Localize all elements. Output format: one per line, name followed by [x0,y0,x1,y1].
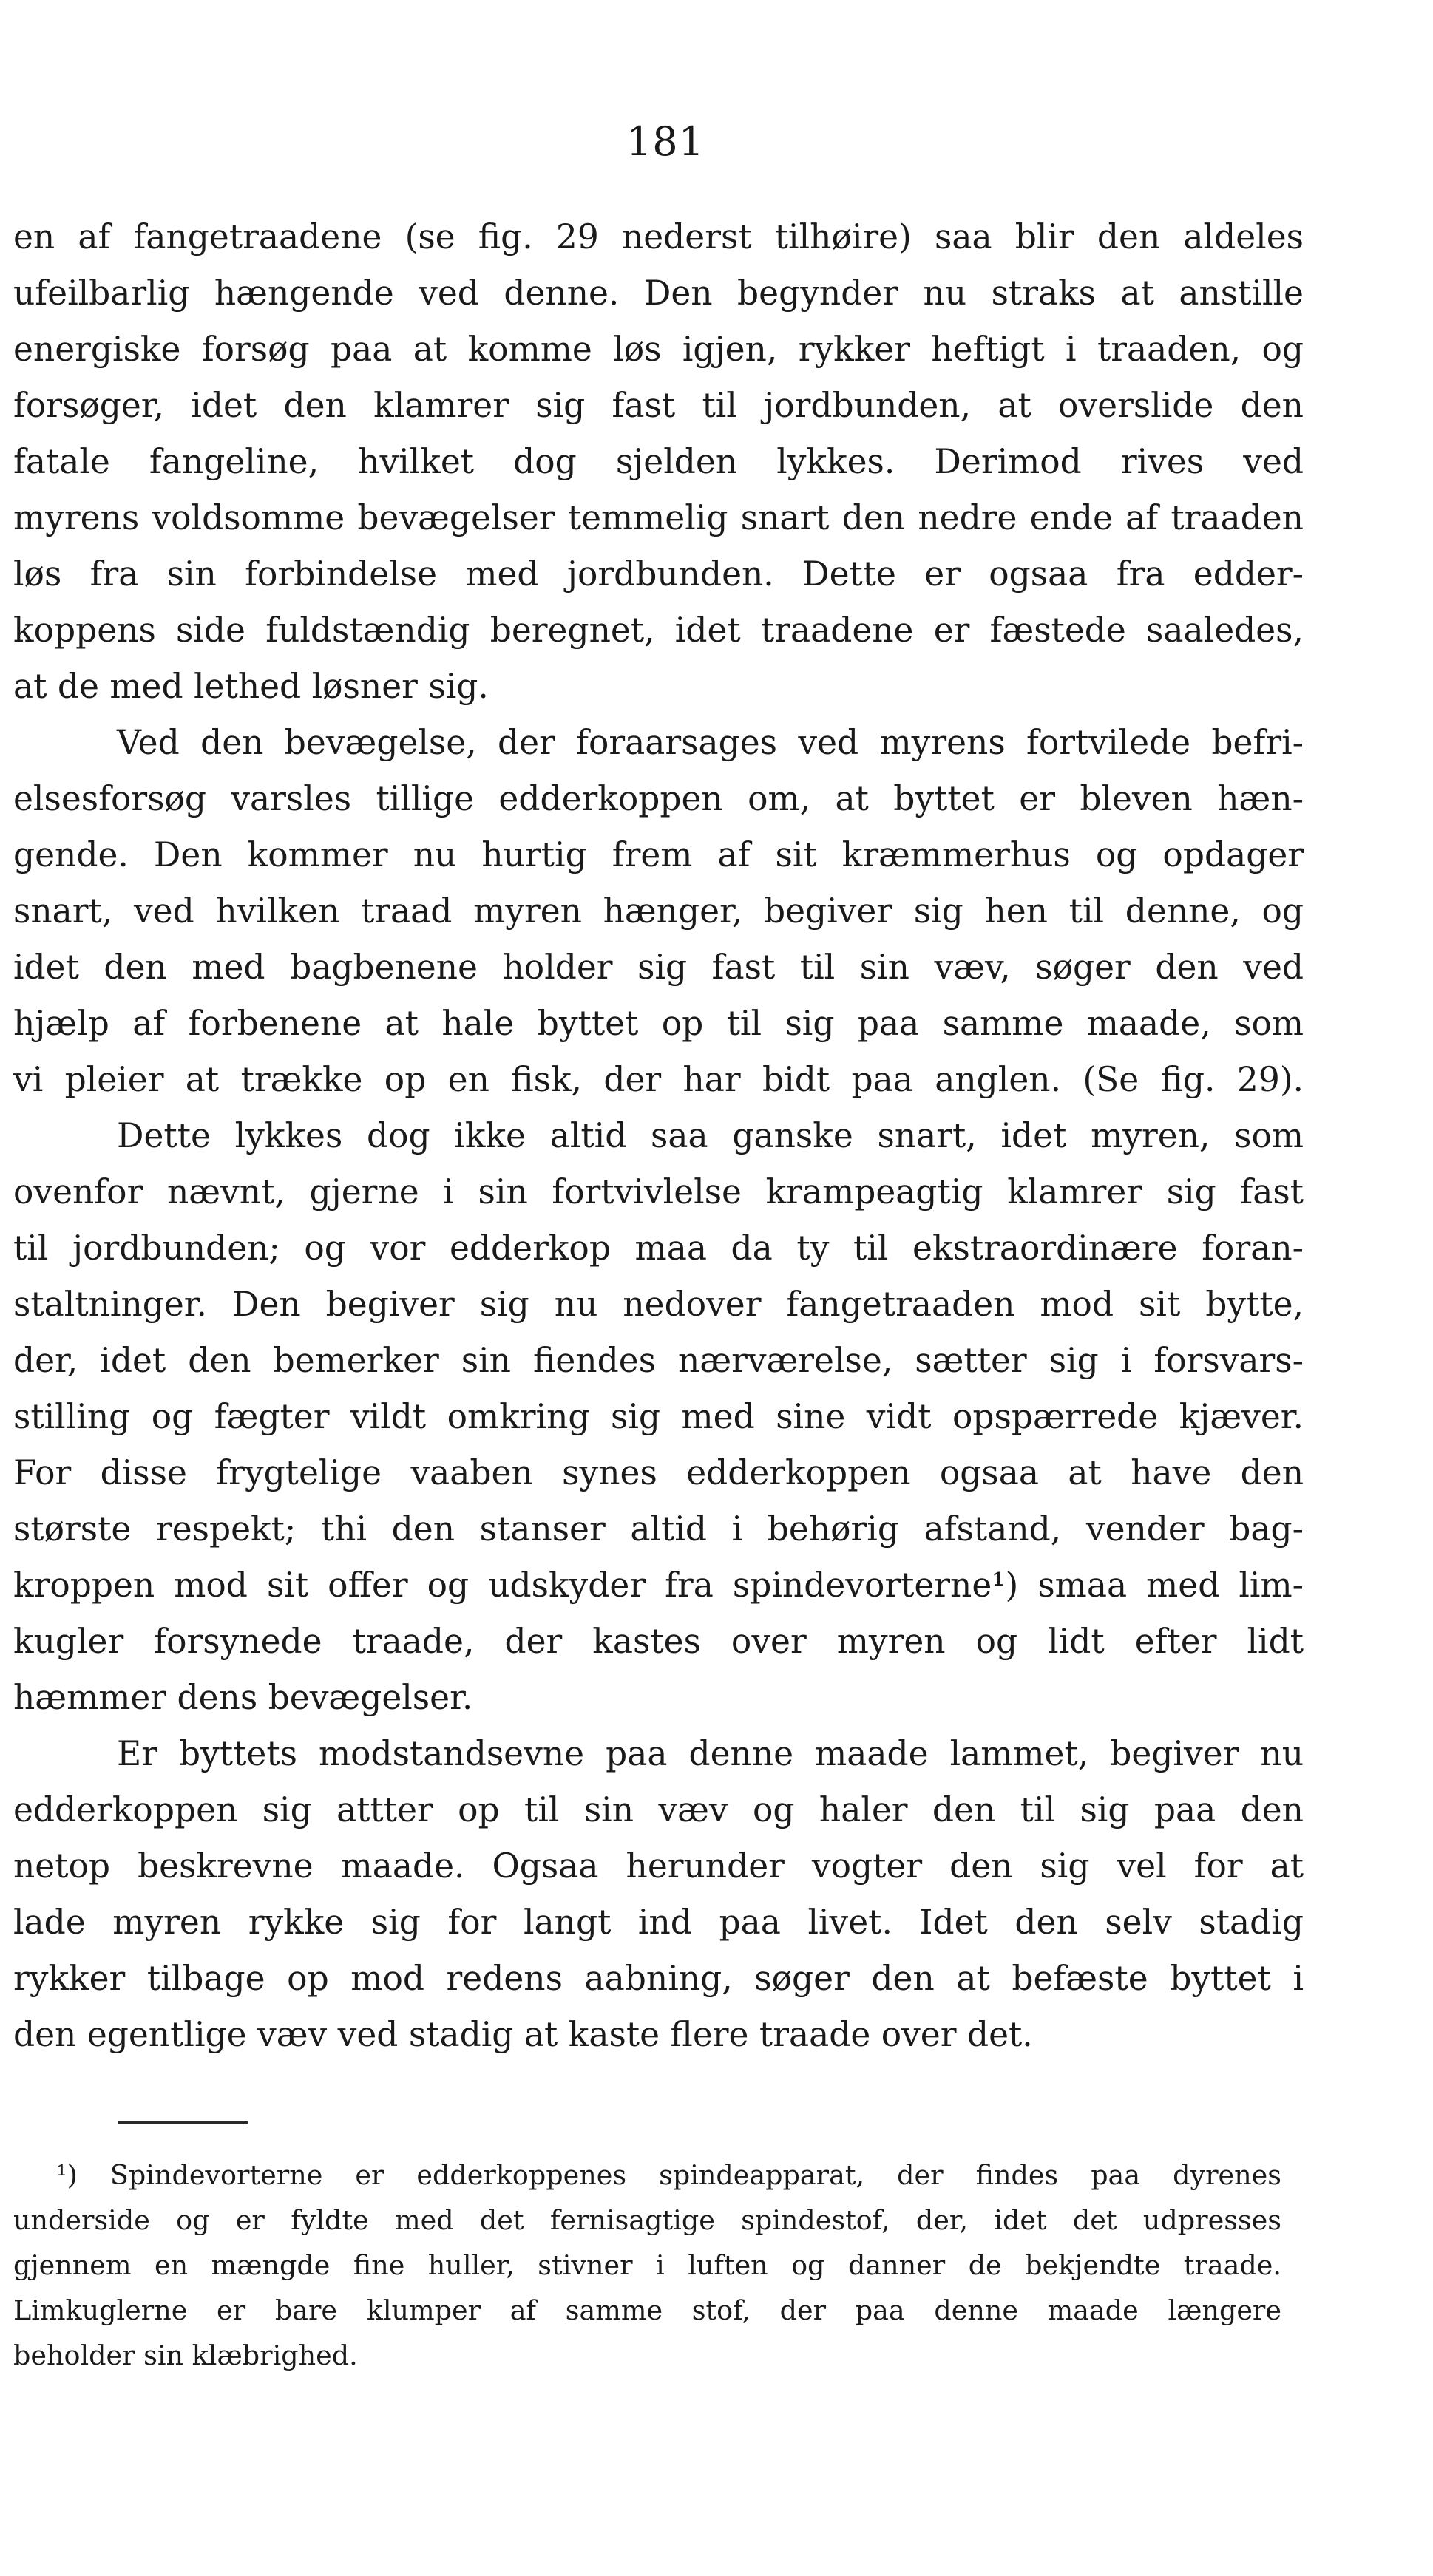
footnote-line: underside og er fyldte med det fernisagtige spindestof, der, idet det udpresses [13,2204,1281,2236]
footnote-line: beholder sin klæbrighed. [13,2339,358,2371]
footnote [13,2152,1281,2378]
text-line: til jordbunden; og vor edderkop maa da ty til ekstraordinære foran- [13,1228,1304,1268]
page-number: 181 [626,118,705,165]
text-line: vi pleier at trække op en fisk, der har bidt paa anglen. (Se fig. 29). [13,1060,1304,1099]
text-line: kroppen mod sit offer og udskyder fra spindevorterne¹) smaa med lim- [13,1566,1304,1605]
text-line: en af fangetraadene (se fig. 29 nederst tilhøire) saa blir den aldeles [13,217,1304,256]
text-line: hæmmer dens bevægelser. [13,1678,473,1717]
text-line: energiske forsøg paa at komme løs igjen, rykker heftigt i traaden, og [13,330,1304,369]
text-line: snart, ved hvilken traad myren hænger, begiver sig hen til denne, og [13,891,1304,931]
text-line: For disse frygtelige vaaben synes edderkoppen ogsaa at have den [13,1453,1304,1492]
body-text [13,209,1304,2063]
text-line: forsøger, idet den klamrer sig fast til jordbunden, at overslide den [13,386,1304,425]
footnote-divider [118,2121,248,2124]
paragraph [13,209,1304,715]
text-line: ovenfor nævnt, gjerne i sin fortvivlelse krampeagtig klamrer sig fast [13,1172,1304,1211]
footnote-line: Limkuglerne er bare klumper af samme stof, der paa denne maade længere [13,2294,1281,2326]
text-line: myrens voldsomme bevægelser temmelig snart den nedre ende af traaden [13,498,1304,537]
text-line: idet den med bagbenene holder sig fast til sin væv, søger den ved [13,948,1304,987]
text-line: løs fra sin forbindelse med jordbunden. Dette er ogsaa fra edder- [13,554,1304,594]
text-line: koppens side fuldstændig beregnet, idet traadene er fæstede saaledes, [13,611,1304,650]
text-line: gende. Den kommer nu hurtig frem af sit kræmmerhus og opdager [13,835,1304,874]
text-line: den egentlige væv ved stadig at kaste flere traade over det. [13,2015,1033,2054]
text-line: Er byttets modstandsevne paa denne maade lammet, begiver nu [117,1734,1304,1773]
text-line: største respekt; thi den stanser altid i behørig afstand, vender bag- [13,1509,1304,1549]
text-line: ufeilbarlig hængende ved denne. Den begynder nu straks at anstille [13,273,1304,313]
text-line: stilling og fægter vildt omkring sig med sine vidt opspærrede kjæver. [13,1397,1304,1436]
text-line: elsesforsøg varsles tillige edderkoppen om, at byttet er bleven hæn- [13,779,1304,818]
text-line: kugler forsynede traade, der kastes over myren og lidt efter lidt [13,1622,1304,1661]
footnote-line: gjennem en mængde fine huller, stivner i luften og danner de bekjendte traade. [13,2249,1281,2281]
paragraph [13,1726,1304,2063]
text-line: at de med lethed løsner sig. [13,667,489,706]
text-line: staltninger. Den begiver sig nu nedover fangetraaden mod sit bytte, [13,1285,1304,1324]
paragraph [13,715,1304,1108]
text-line: lade myren rykke sig for langt ind paa livet. Idet den selv stadig [13,1903,1304,1942]
text-line: hjælp af forbenene at hale byttet op til sig paa samme maade, som [13,1004,1304,1043]
text-line: der, idet den bemerker sin fiendes nærværelse, sætter sig i forsvars- [13,1341,1304,1380]
paragraph [13,1108,1304,1726]
text-line: netop beskrevne maade. Ogsaa herunder vogter den sig vel for at [13,1846,1304,1886]
text-line: fatale fangeline, hvilket dog sjelden lykkes. Derimod rives ved [13,442,1304,481]
text-line: Dette lykkes dog ikke altid saa ganske snart, idet myren, som [117,1116,1304,1155]
text-line: edderkoppen sig attter op til sin væv og haler den til sig paa den [13,1790,1304,1829]
text-line: Ved den bevægelse, der foraarsages ved myrens fortvilede befri- [117,723,1304,762]
text-line: rykker tilbage op mod redens aabning, søger den at befæste byttet i [13,1959,1304,1998]
footnote-line: ¹) Spindevorterne er edderkoppenes spindeapparat, der findes paa dyrenes [56,2159,1281,2191]
